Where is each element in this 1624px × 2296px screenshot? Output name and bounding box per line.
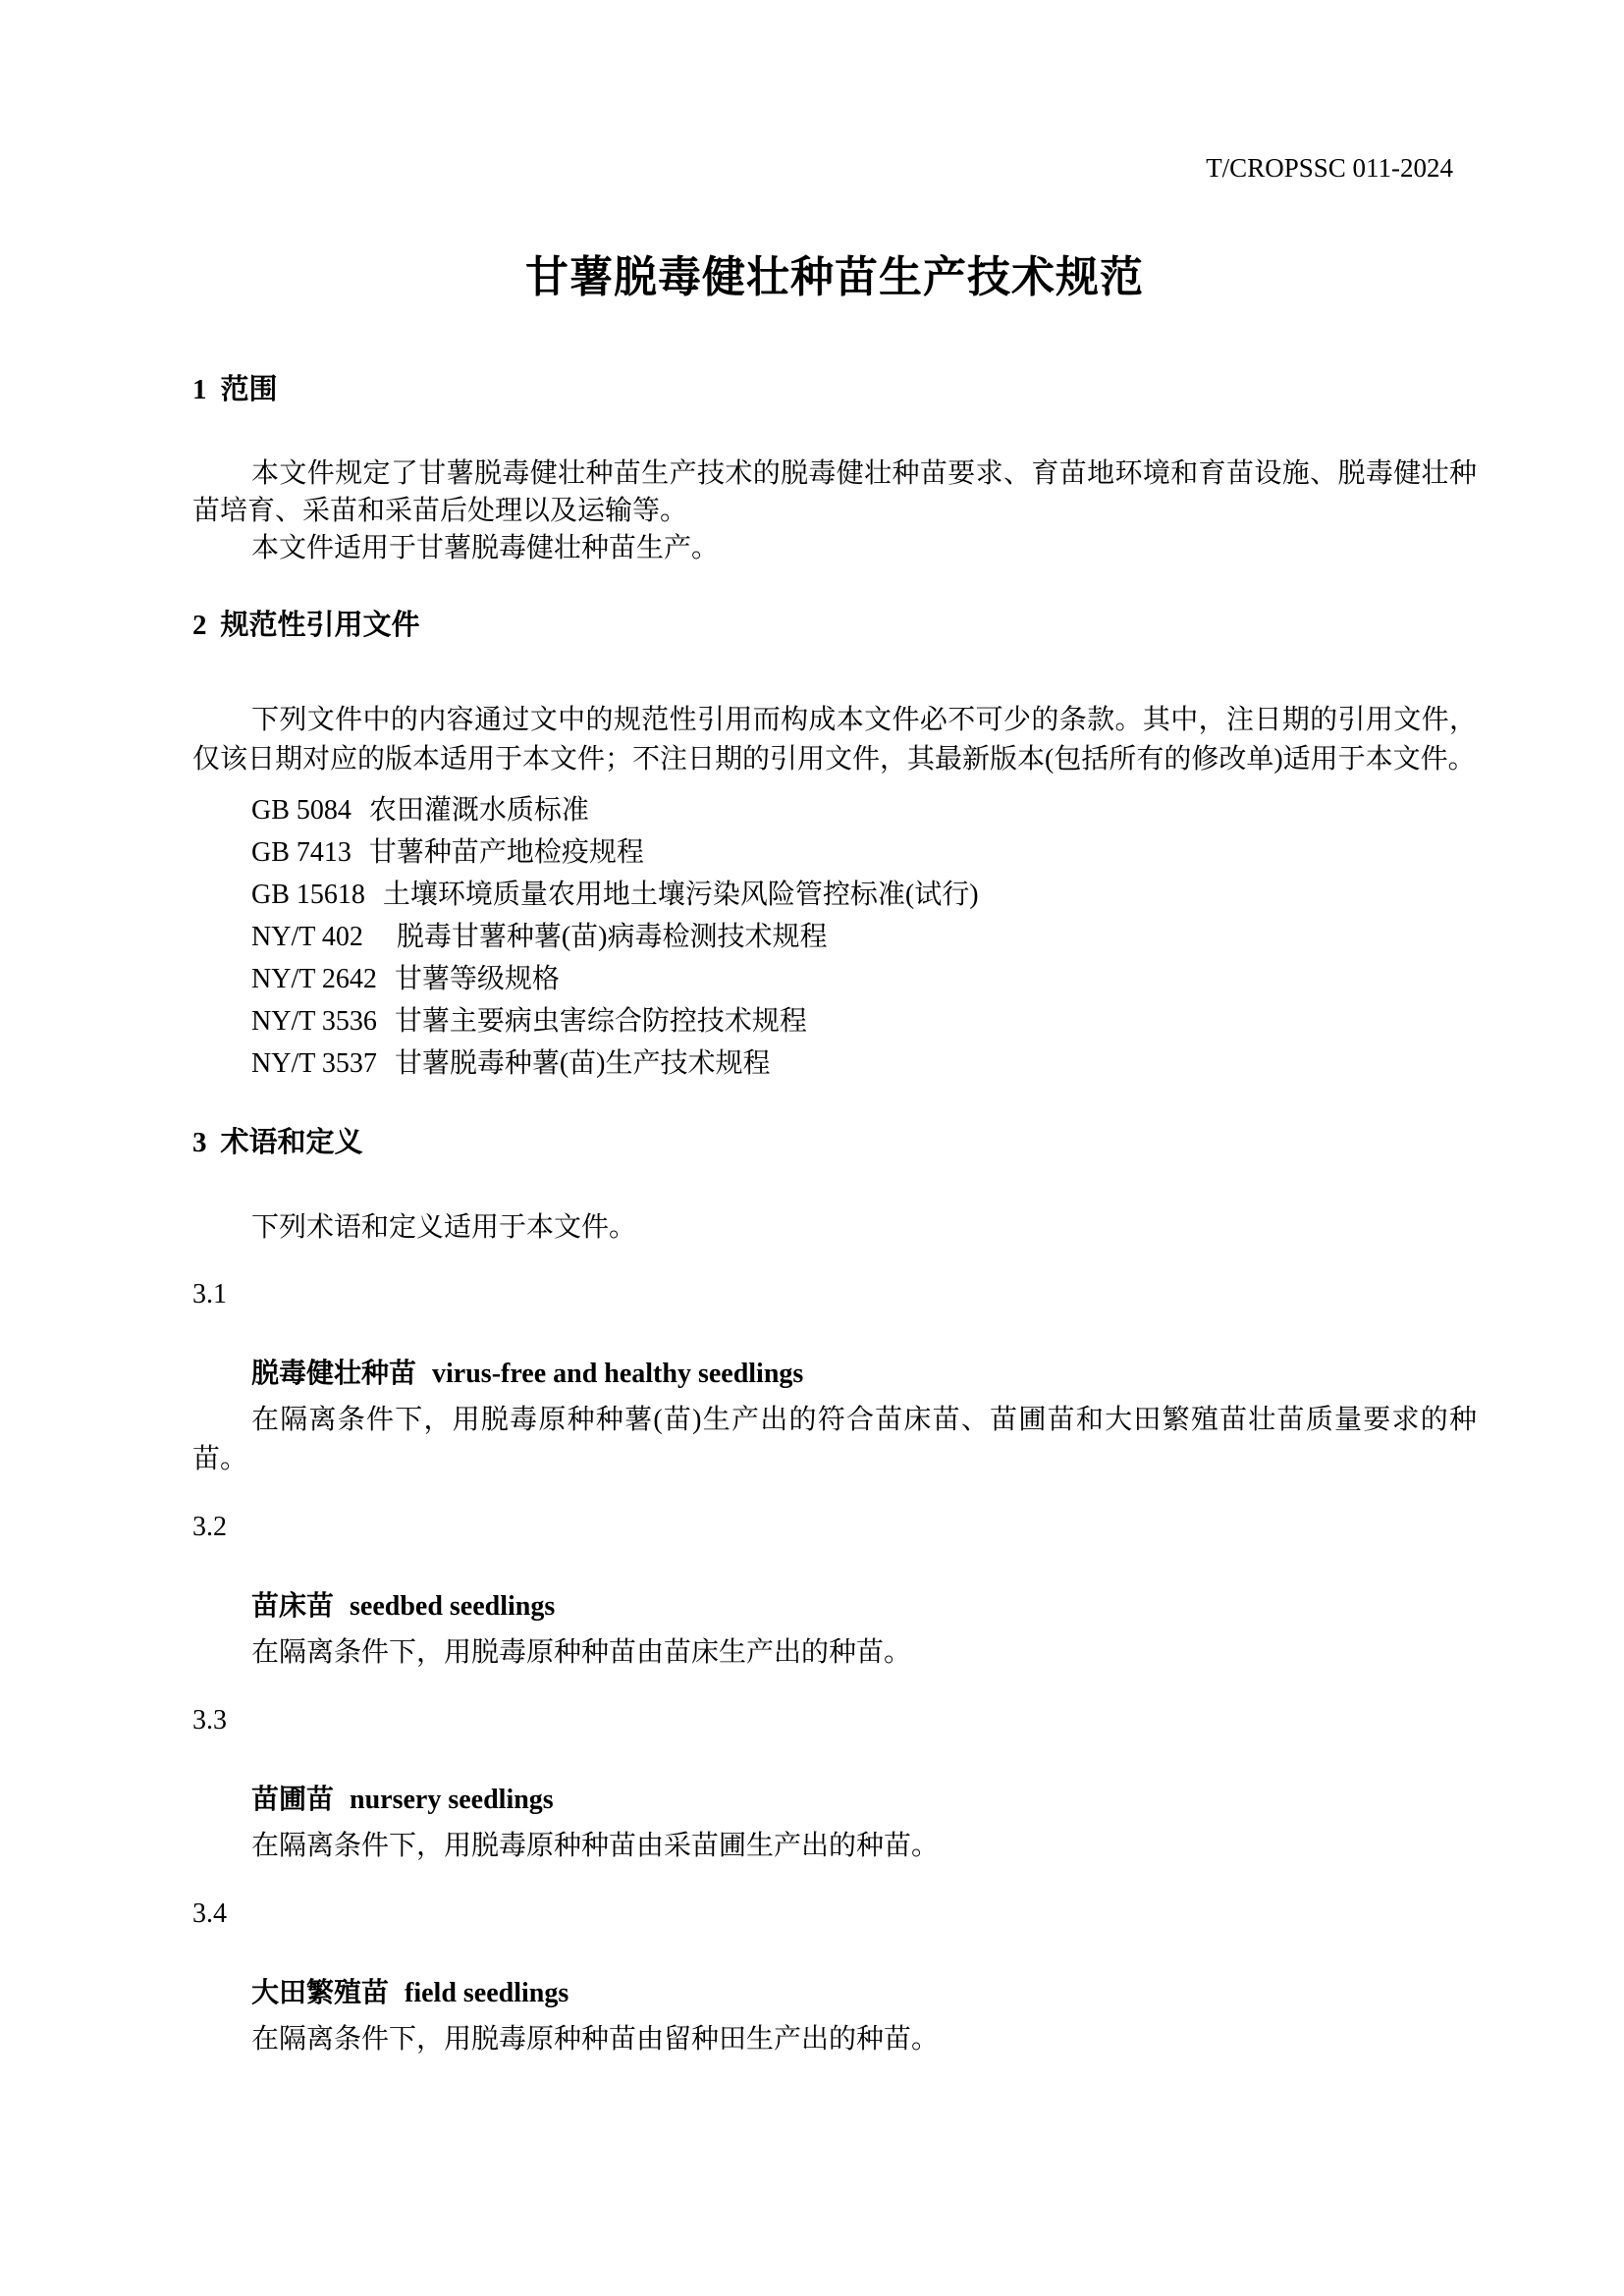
reference-item [192,874,1477,916]
term-name-en: field seedlings [405,1978,569,2008]
term-number: 3.4 [192,1898,227,1929]
term-name-zh: 大田繁殖苗 [251,1977,390,2007]
term-definition: 在隔离条件下，用脱毒原种种苗由留种田生产出的种苗。 [251,2024,940,2055]
reference-code: NY/T 402 [251,922,363,952]
reference-title: 甘薯种苗产地检疫规程 [368,837,644,868]
section-2-heading [192,611,1477,640]
term-definition: 在隔离条件下，用脱毒原种种苗由苗床生产出的种苗。 [251,1637,912,1668]
term-name-en: seedbed seedlings [350,1591,556,1622]
normative-references-list [192,789,1477,1085]
section-2-number: 2 [192,610,207,641]
reference-item [192,958,1477,1000]
section-1-paragraph: 本文件规定了甘薯脱毒健壮种苗生产技术的脱毒健壮种苗要求、育苗地环境和育苗设施、脱毒健壮种苗培育、采苗和采苗后处理以及运输等。 [192,458,1477,526]
reference-code: GB 5084 [251,795,352,826]
section-3-number: 3 [192,1127,207,1158]
terms-intro-paragraph: 下列术语和定义适用于本文件。 [251,1212,637,1243]
term-name-en: virus-free and healthy seedlings [432,1359,804,1389]
reference-item [192,916,1477,958]
reference-item [192,1000,1477,1042]
section-3-label: 术语和定义 [220,1127,363,1158]
reference-title: 甘薯主要病虫害综合防控技术规程 [394,1006,807,1037]
reference-code: NY/T 3536 [251,1006,377,1037]
term-name-en: nursery seedlings [350,1785,554,1815]
term-number: 3.2 [192,1512,227,1542]
section-2-paragraph: 下列文件中的内容通过文中的规范性引用而构成本文件必不可少的条款。其中，注日期的引用文件，仅该日期对应的版本适用于本文件；不注日期的引用文件，其最新版本(包括所有的修改单)适用于本文件。 [192,705,1477,774]
term-name-zh: 脱毒健壮种苗 [251,1358,417,1388]
reference-code: NY/T 3537 [251,1048,377,1079]
doc-code: T/CROPSSC 011-2024 [1206,153,1453,183]
reference-item [192,831,1477,874]
section-3-heading [192,1128,1477,1157]
term-name-zh: 苗圃苗 [251,1784,335,1814]
page-title: 甘薯脱毒健壮种苗生产技术规范 [525,253,1144,301]
term-number: 3.3 [192,1705,227,1735]
reference-title: 甘薯等级规格 [394,964,560,994]
reference-title: 农田灌溉水质标准 [368,795,589,826]
reference-item [192,1042,1477,1085]
reference-item [192,789,1477,831]
section-1-heading [192,375,1477,404]
reference-code: GB 7413 [251,837,352,868]
section-1-number: 1 [192,374,207,405]
section-1-paragraph: 本文件适用于甘薯脱毒健壮种苗生产。 [251,533,720,563]
section-2-label: 规范性引用文件 [220,610,420,641]
reference-code: GB 15618 [251,880,365,910]
reference-code: NY/T 2642 [251,964,377,994]
term-name [192,1359,1477,1389]
term-name-zh: 苗床苗 [251,1590,335,1621]
reference-title: 甘薯脱毒种薯(苗)生产技术规程 [394,1048,771,1079]
document-content [0,253,1624,2059]
reference-title: 脱毒甘薯种薯(苗)病毒检测技术规程 [396,922,828,952]
term-name [192,1785,1477,1815]
term-name [192,1591,1477,1622]
reference-title: 土壤环境质量农用地土壤污染风险管控标准(试行) [382,880,979,910]
section-1-label: 范围 [220,374,278,405]
term-definition: 在隔离条件下，用脱毒原种种薯(苗)生产出的符合苗床苗、苗圃苗和大田繁殖苗壮苗质量要求的种苗。 [192,1405,1477,1474]
term-name [192,1978,1477,2008]
term-number: 3.1 [192,1279,227,1309]
term-definition: 在隔离条件下，用脱毒原种种苗由采苗圃生产出的种苗。 [251,1831,940,1861]
